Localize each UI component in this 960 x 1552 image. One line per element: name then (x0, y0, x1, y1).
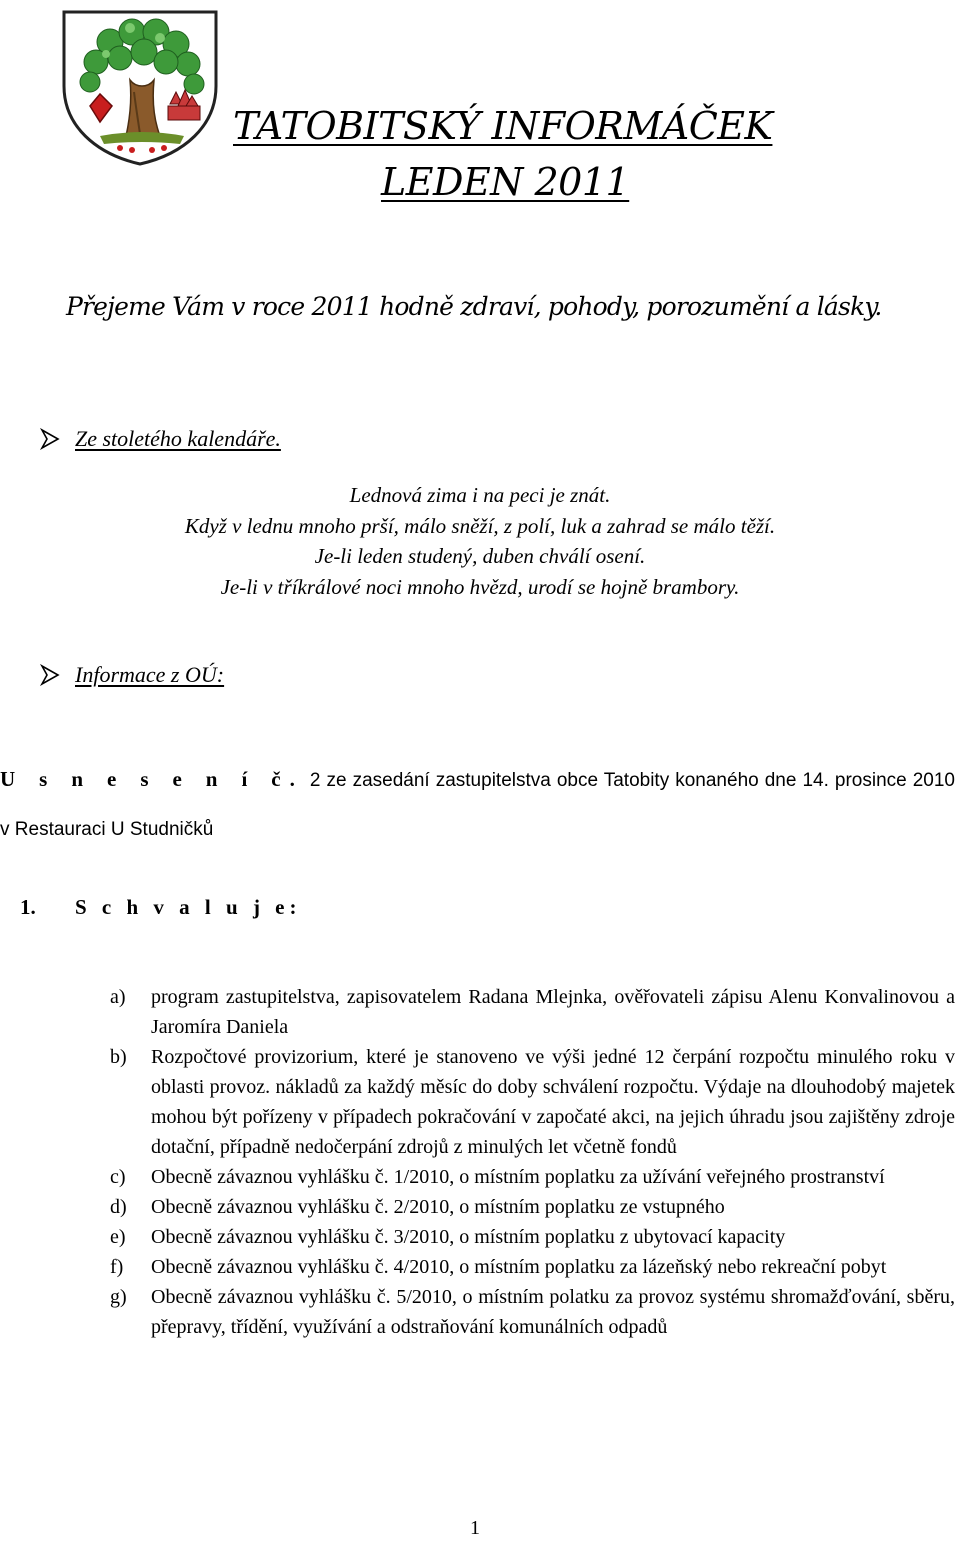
section-heading: Informace z OÚ: (75, 662, 225, 687)
arrow-bullet-icon (40, 428, 60, 450)
item-letter: a) (110, 986, 126, 1008)
list-item (110, 1222, 955, 1252)
saying: Když v lednu mnoho prší, málo sněží, z polí, luk a zahrad se málo těží. (184, 513, 776, 538)
saying: Lednová zima i na peci je znát. (349, 483, 611, 507)
list-item (110, 1192, 955, 1222)
item-letter: g) (110, 1286, 127, 1308)
item-letter: f) (110, 1256, 124, 1278)
list-item (110, 1252, 955, 1282)
arrow-bullet-icon (40, 664, 60, 686)
saying: Je-li v tříkrálové noci mnoho hvězd, urodí se hojně brambory. (220, 574, 740, 599)
approves-heading (20, 895, 302, 920)
list-item (110, 1042, 955, 1162)
item-text: Obecně závaznou vyhlášku č. 1/2010, o místním poplatku za užívání veřejného prostranství (151, 1166, 885, 1188)
resolution-description: 2 ze zasedání zastupitelstva obce Tatobity konaného dne 14. prosince 2010 v Restauraci U Studničků (0, 770, 955, 840)
page-number: 1 (470, 1517, 480, 1539)
item-text: Obecně závaznou vyhlášku č. 2/2010, o místním poplatku ze vstupného (151, 1196, 725, 1218)
resolution-word: U s n e s e n í č. (0, 767, 304, 791)
item-letter: e) (110, 1226, 126, 1248)
saying: Je-li leden studený, duben chválí osení. (314, 544, 646, 568)
new-year-wishes: Přejeme Vám v roce 2011 hodně zdraví, pohody, porozumění a lásky. (66, 292, 882, 321)
resolution-heading (0, 755, 955, 854)
section-office-info (40, 662, 224, 688)
list-item (110, 1162, 955, 1192)
approves-label: S c h v a l u j e: (75, 895, 302, 919)
section-calendar (40, 426, 281, 452)
item-text: Obecně závaznou vyhlášku č. 5/2010, o místním polatku za provoz systému shromažďování, sběru, přepravy, třídění, využívání a odstraňování komunálních odpadů (151, 1286, 955, 1338)
section-heading: Ze stoletého kalendáře. (75, 426, 281, 451)
newsletter-title: TATOBITSKÝ INFORMÁČEK (233, 104, 773, 148)
municipal-crest-icon (60, 8, 224, 168)
item-letter: c) (110, 1166, 126, 1188)
approved-items-list (110, 982, 955, 1342)
item-text: Rozpočtové provizorium, které je stanoveno ve výši jedné 12 čerpání rozpočtu minulého roku v oblasti provoz. nákladů za každý měsíc do doby schválení rozpočtu. Výdaje na dlouhodobý majetek mohou být pořízeny v případech pokračování v započaté akci, na jejich úhradu jsou zajištěny zdroje dotační, případně nedočerpání zdrojů z minulých let včetně fondů (151, 1046, 955, 1158)
item-text: Obecně závaznou vyhlášku č. 4/2010, o místním poplatku za lázeňský nebo rekreační pobyt (151, 1256, 887, 1278)
list-item (110, 982, 955, 1042)
newsletter-issue-date: LEDEN 2011 (381, 160, 630, 204)
item-letter: d) (110, 1196, 127, 1218)
approves-number: 1. (20, 895, 36, 919)
sayings-list (0, 480, 960, 602)
item-letter: b) (110, 1046, 127, 1068)
item-text: program zastupitelstva, zapisovatelem Radana Mlejnka, ověřovateli zápisu Alenu Konvalinovou a Jaromíra Daniela (151, 986, 955, 1038)
list-item (110, 1282, 955, 1342)
item-text: Obecně závaznou vyhlášku č. 3/2010, o místním poplatku z ubytovací kapacity (151, 1226, 786, 1248)
